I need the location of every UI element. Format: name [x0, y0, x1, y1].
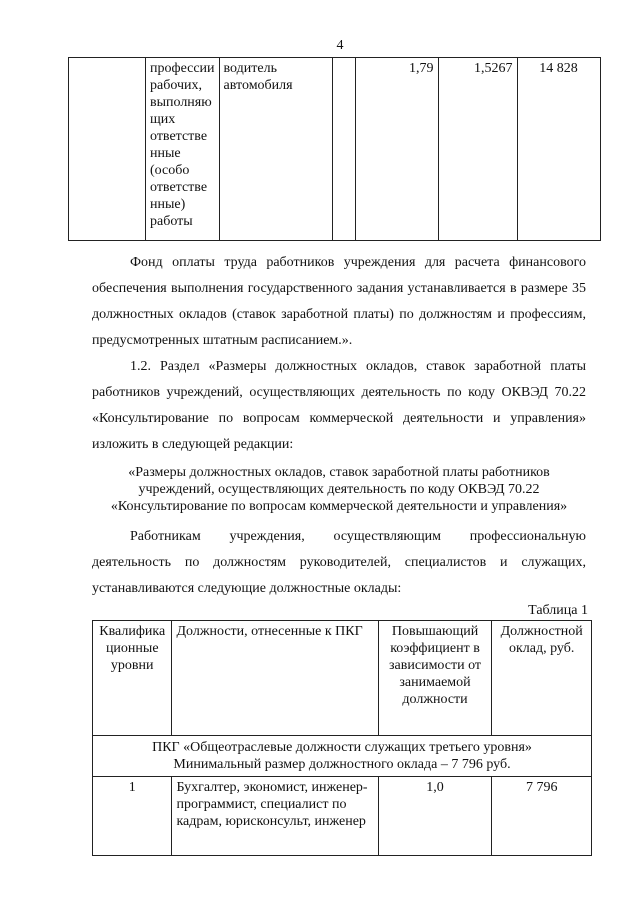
salary-cell: 7 796 — [492, 777, 592, 856]
salary-table — [92, 620, 592, 856]
table-cell: профессии рабочих, выполняю щих ответстве нные (особо ответстве нные) работы — [146, 58, 220, 241]
table-cell: водитель автомобиля — [219, 58, 332, 241]
paragraph-fund: Фонд оплаты труда работников учреждения для расчета финансового обеспечения выполнения государственного задания устанавливается в размере 35 должностных окладов (ставок заработной платы) по должностям и профессиям, предусмотренных штатным расписанием.». — [92, 255, 586, 348]
coef-cell: 1,0 — [378, 777, 492, 856]
table-cell — [332, 58, 355, 241]
header-cell: Квалифика ционные уровни — [93, 621, 172, 736]
table-row — [93, 777, 592, 856]
header-cell: Повышающий коэффициент в зависимости от занимаемой должности — [378, 621, 492, 736]
positions-cell: Бухгалтер, экономист, инженер-программист, специалист по кадрам, юрисконсульт, инженер — [172, 777, 378, 856]
section-title: «Размеры должностных окладов, ставок заработной платы работников учреждений, осуществляющих деятельность по коду ОКВЭД 70.22 «Консультирование по вопросам коммерческой деятельности и управления» — [110, 465, 568, 514]
paragraph-section-change: 1.2. Раздел «Размеры должностных окладов, ставок заработной платы работников учреждений, осуществляющих деятельность по коду ОКВЭД 70.22 «Консультирование по вопросам коммерческой деятельности и управления» изложить в следующей редакции: — [92, 359, 586, 452]
level-cell: 1 — [93, 777, 172, 856]
table-row — [69, 58, 601, 241]
pkg-row — [93, 736, 592, 777]
page-number: 4 — [336, 38, 344, 53]
pkg-cell — [93, 736, 592, 777]
pkg-title: ПКГ «Общеотраслевые должности служащих третьего уровня» — [152, 740, 532, 755]
table-cell: 14 828 — [517, 58, 600, 241]
table-header-row — [93, 621, 592, 736]
header-cell: Должностной оклад, руб. — [492, 621, 592, 736]
header-cell: Должности, отнесенные к ПКГ — [172, 621, 378, 736]
table-cell: 1,79 — [355, 58, 438, 241]
top-table-fragment — [68, 57, 601, 241]
paragraph-employees: Работникам учреждения, осуществляющим профессиональную деятельность по должностям руководителей, специалистов и служащих, устанавливаются следующие должностные оклады: — [92, 529, 586, 596]
table-caption: Таблица 1 — [528, 603, 588, 618]
table-cell — [69, 58, 146, 241]
pkg-min-salary: Минимальный размер должностного оклада – 7 796 руб. — [173, 757, 511, 772]
table-cell: 1,5267 — [438, 58, 517, 241]
